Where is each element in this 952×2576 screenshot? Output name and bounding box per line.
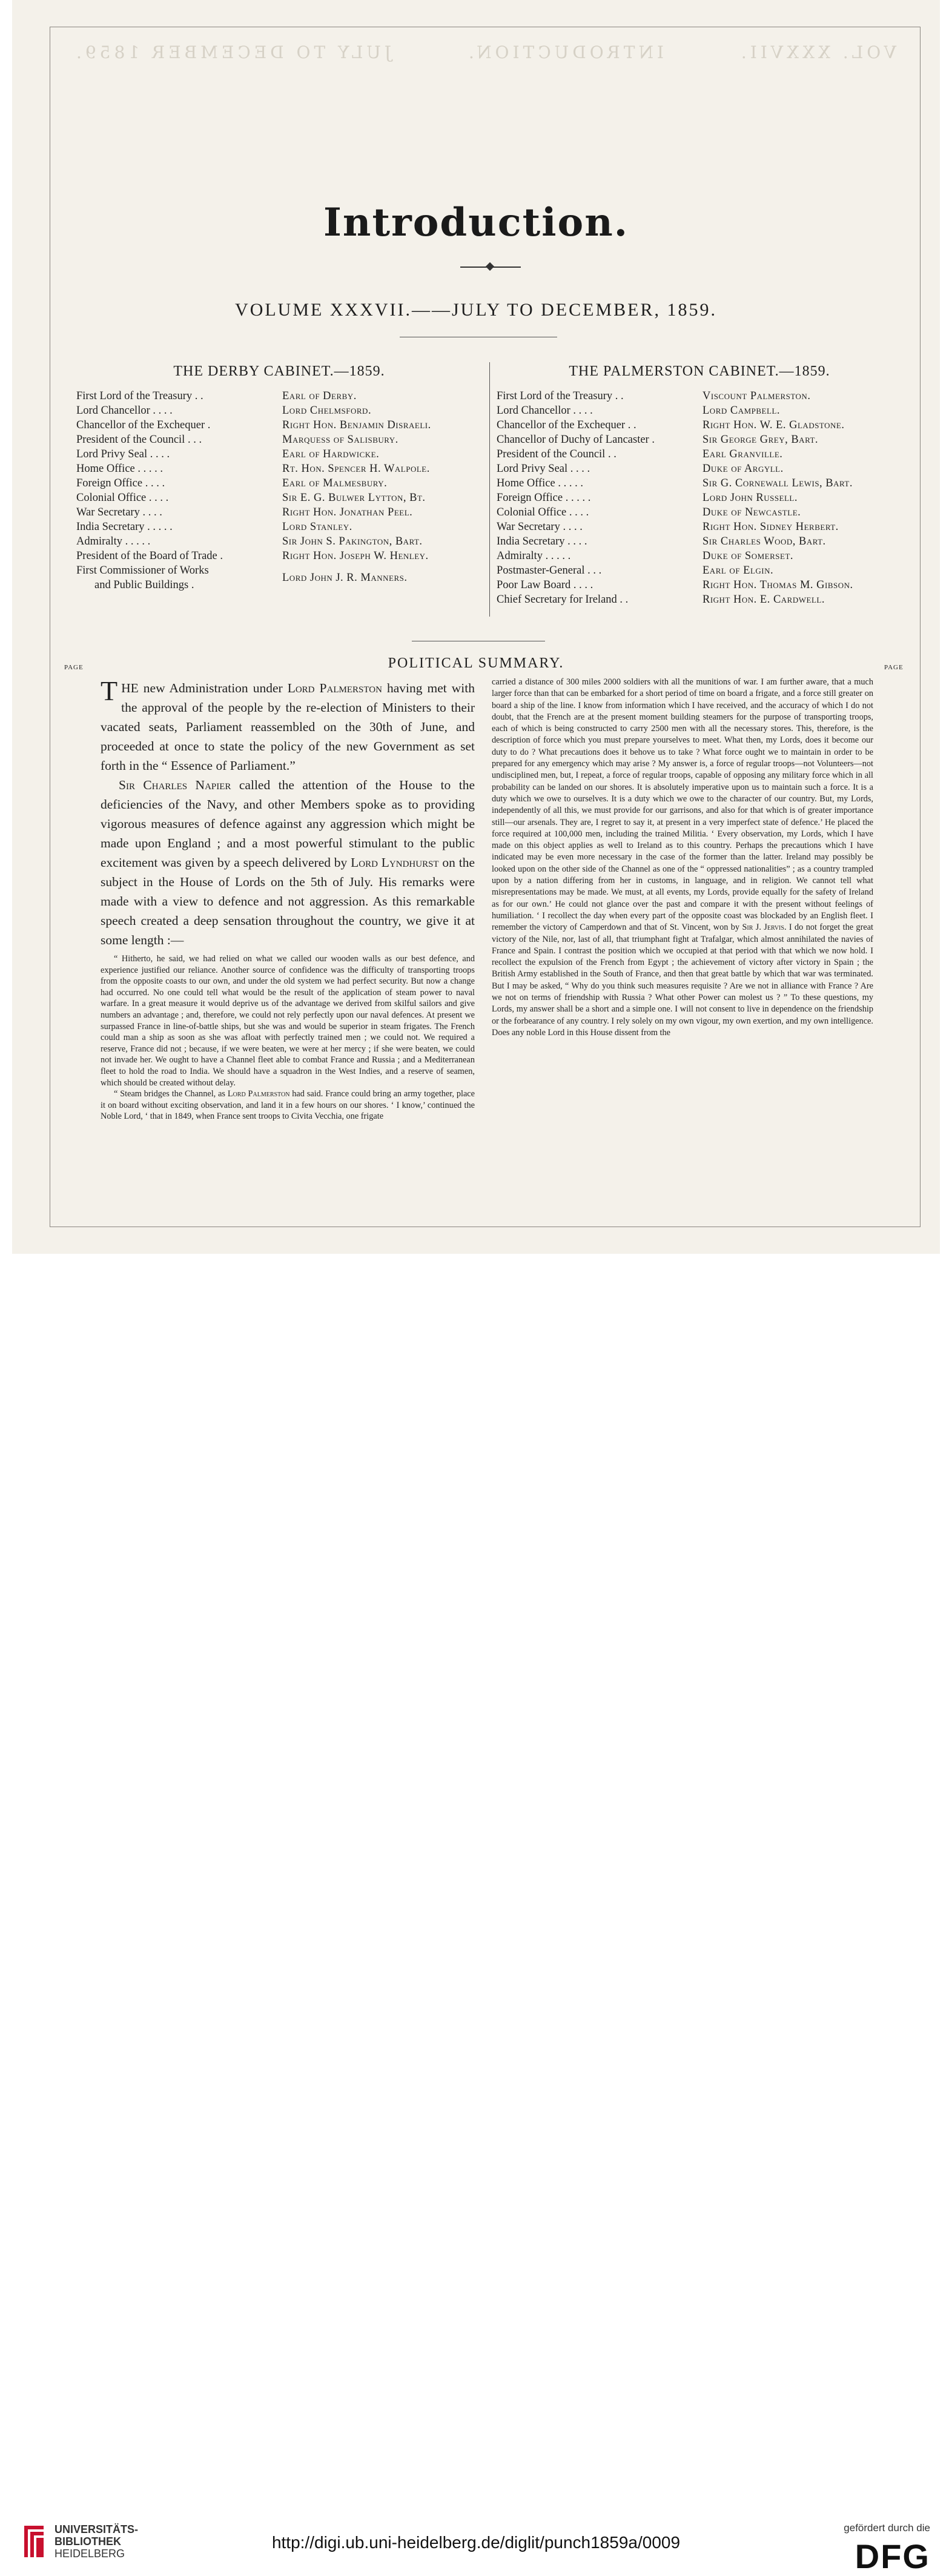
cabinet-row	[497, 491, 908, 505]
office-holder: Viscount Palmerston.	[702, 390, 811, 402]
cabinet-row	[76, 534, 488, 549]
funding-note: gefördert durch die	[844, 2522, 930, 2534]
speech-continuation: carried a distance of 300 miles 2000 soldiers with all the munitions of war. I am further aware, that a much larger force than that can be embarked for a short period of time on board a frigate, and a force still greater on board a ship of the line. I know from information which I have received, and the accuracy of which I do not doubt, that the French are at the present moment building steamers for the purpose of transporting troops, each of which is being constructed to carry 2500 men with all the necessary stores. This, therefore, is the description of force which you must prepare yourselves to meet. What then, my Lords, does it become our duty to do ? What precautions does it behove us to take ? What force ought we to maintain in order to be prepared for any emergency which may arise ? My answer is, a force of regular troops—not Volunteers—not undisciplined men, but, I repeat, a force of regular troops, capable of opposing any military force which in all probability can be landed on our shores. It is absolutely imperative upon us to maintain such a force. It is a duty which we owe to ourselves. It is a duty which we owe to the character of our country. But, my Lords, independently of all this, we must provide for our garrisons, and also for that which is of greater importance still—our arsenals. They are, I regret to say it, at present in a very imperfect state of defence.’ He placed the force required at 100,000 men, including the trained Militia. ‘ Every observation, my Lords, which I have made on this object applies as well to Ireland as to this country. Perhaps the precautions which I have indicated may be even more necessary in the case of the former than the latter. Ireland may possibly be looked upon on the other side of the Channel as one of the “ oppressed nationalities” ; as a country trampled upon by a nation differing from her in customs, in language, and in religion. We cannot tell what misrepresentations may be made. We must, at all events, my Lords, provide equally for the safety of Ireland as for our own.’ He could not glance over the past and compare it with the present without feelings of humiliation. ‘ I recollect the day when every part of the opposite coast was blockaded by an English fleet. I remember the victory of Camperdown and that of St. Vincent, won by Sir J. Jervis. I do not forget the great victory of the Nile, nor, last of all, that triumphant fight at Trafalgar, which almost annihilated the navies of France and Spain. I contrast the position which we occupied at that period with that which we now hold. I recollect the expulsion of the French from Egypt ; the achievement of victory after victory in Spain ; the British Army established in the South of France, and then that great battle by which that war was terminated. But I may be asked, “ Why do you think such measures requisite ? Are we not in alliance with France ? Are we not on terms of friendship with Russia ? What other Power can molest us ? ” To these questions, my Lords, my answer shall be a short and a simple one. I will not consent to live in dependence on the friendship or the forbearance of any country. I rely solely on my own vigour, my own exertion, and my own intelligence. Does any noble Lord in this House dissent from the	[492, 677, 874, 1038]
office-holder: Duke of Newcastle.	[702, 506, 801, 518]
office-title: First Lord of the Treasury . .	[497, 390, 624, 402]
cabinet-row	[497, 534, 908, 549]
office-title: Foreign Office . . . .	[76, 477, 165, 489]
office-holder: Lord John J. R. Manners.	[282, 572, 408, 584]
cabinet-row	[497, 592, 908, 607]
column-divider	[489, 362, 490, 617]
political-summary-heading: POLITICAL SUMMARY.	[388, 655, 564, 671]
office-holder: Lord Campbell.	[702, 405, 781, 417]
summary-right-column	[492, 677, 873, 1039]
library-name: UNIVERSITÄTS- BIBLIOTHEK HEIDELBERG	[55, 2523, 139, 2560]
office-holder: Right Hon. Sidney Herbert.	[702, 521, 839, 533]
office-title: Poor Law Board . . . .	[497, 579, 593, 591]
office-title: India Secretary . . . . .	[76, 521, 173, 533]
footer-bar	[0, 1254, 952, 2575]
cabinet-row	[76, 520, 488, 534]
office-title: Admiralty . . . . .	[76, 535, 151, 548]
office-title: War Secretary . . . .	[497, 521, 583, 533]
office-holder: Lord John Russell.	[702, 492, 798, 504]
permalink-url[interactable]: http://digi.ub.uni-heidelberg.de/diglit/punch1859a/0009	[271, 2533, 681, 2552]
office-title: First Commissioner of Works and Public Buildings .	[76, 565, 209, 591]
volume-line: VOLUME XXXVII.——JULY TO DECEMBER, 1859.	[235, 300, 717, 320]
office-title: First Lord of the Treasury . .	[76, 390, 203, 402]
cabinet-row	[497, 563, 908, 578]
cabinet-row	[76, 403, 488, 418]
cabinet-row	[76, 563, 488, 592]
office-holder: Earl Granville.	[702, 448, 783, 460]
office-holder: Duke of Argyll.	[702, 463, 784, 475]
office-title: President of the Council . . .	[76, 434, 202, 446]
office-title: President of the Council . .	[497, 448, 616, 460]
office-title: Admiralty . . . . .	[497, 550, 571, 562]
cabinet-row	[497, 476, 908, 491]
cabinet-row	[76, 476, 488, 491]
office-holder: Right Hon. Benjamin Disraeli.	[282, 419, 431, 431]
cabinet-row	[76, 418, 488, 432]
office-title: Lord Chancellor . . . .	[497, 405, 593, 417]
summary-paragraph: THE new Administration under Lord Palmerston having met with the approval of the people by the re-election of Ministers to their vacated seats, Parliament reassembled on the 30th of June, and proceeded at once to state the policy of the new Government as set forth in the “ Essence of Parliament.”	[101, 675, 475, 773]
speech-quote: “ Hitherto, he said, we had relied on what we called our wooden walls as our best defence, and experience justified our reliance. Another source of confidence was the difficulty of transporting troops from the opposite coasts to our own, and under the old system we had perfect security. But now a change had occurred. No one could tell what would be the result of the application of steam power to naval warfare. In a great measure it would deprive us of the advantage we derived from skilful sailors and give numbers an advantage ; and, therefore, we could not rely perfectly upon our naval defences. At present we surpassed France in line-of-battle ships, but she was and would be superior in steam frigates. The French could man a ship as soon as she was afloat with perfectly trained men ; we could not. We required a reserve, France did not ; because, if we were beaten, we were at her mercy ; if she were beaten, we could not invade her. We ought to have a Channel fleet able to combat France and Russia ; and a Mediterranean fleet to hold the road to India. We should have a squadron in the West Indies, and a reserve of seamen, which should be created without delay.	[101, 954, 475, 1088]
speech-quote: “ Steam bridges the Channel, as Lord Palmerston had said. France could bring an army together, place it on board without exciting observation, and land it in a few hours on our shores. ‘ I know,’ continued the Noble Lord, ‘ that in 1849, when France sent troops to Civita Vecchia, one frigate	[101, 1089, 475, 1122]
office-title: Lord Privy Seal . . . .	[76, 448, 170, 460]
cabinet-row	[76, 432, 488, 447]
derby-cabinet-list	[76, 389, 488, 592]
office-holder: Sir John S. Pakington, Bart.	[282, 535, 423, 548]
office-holder: Right Hon. Jonathan Peel.	[282, 506, 413, 518]
bleed-through-text: VOL. XXXVII. INTRODUCTION. JULY TO DECEMBER 1859.	[73, 42, 896, 62]
dfg-logo: DFG	[854, 2537, 930, 2575]
derby-cabinet-heading: THE DERBY CABINET.—1859.	[173, 363, 385, 379]
cabinet-row	[497, 462, 908, 476]
office-holder: Earl of Elgin.	[702, 565, 774, 577]
cabinet-row	[497, 520, 908, 534]
office-title: Lord Privy Seal . . . .	[497, 463, 590, 475]
cabinet-row	[497, 389, 908, 403]
cabinet-row	[76, 549, 488, 563]
office-holder: Earl of Derby.	[282, 390, 357, 402]
office-holder: Lord Stanley.	[282, 521, 352, 533]
palmerston-cabinet-heading: THE PALMERSTON CABINET.—1859.	[569, 363, 830, 379]
office-holder: Earl of Malmesbury.	[282, 477, 388, 489]
office-holder: Earl of Hardwicke.	[282, 448, 380, 460]
cabinet-row	[497, 447, 908, 462]
cabinet-row	[497, 432, 908, 447]
page-label-right: PAGE	[884, 664, 904, 671]
cabinet-row	[76, 447, 488, 462]
office-holder: Sir E. G. Bulwer Lytton, Bt.	[282, 492, 426, 504]
office-title: Chancellor of Duchy of Lancaster .	[497, 434, 655, 446]
office-title: Foreign Office . . . . .	[497, 492, 591, 504]
office-title: War Secretary . . . .	[76, 506, 162, 518]
office-title: Chancellor of the Exchequer .	[76, 419, 211, 431]
cabinet-row	[497, 403, 908, 418]
office-holder: Sir G. Cornewall Lewis, Bart.	[702, 477, 853, 489]
title-ornament	[460, 267, 521, 268]
office-holder: Marquess of Salisbury.	[282, 434, 398, 446]
office-title: Lord Chancellor . . . .	[76, 405, 173, 417]
office-holder: Right Hon. W. E. Gladstone.	[702, 419, 845, 431]
office-holder: Rt. Hon. Spencer H. Walpole.	[282, 463, 430, 475]
office-title: Chief Secretary for Ireland . .	[497, 594, 629, 606]
office-title: President of the Board of Trade .	[76, 550, 223, 562]
cabinet-row	[497, 418, 908, 432]
page-title: Introduction.	[323, 200, 629, 245]
office-holder: Sir George Grey, Bart.	[702, 434, 819, 446]
office-holder: Lord Chelmsford.	[282, 405, 372, 417]
cabinet-row	[497, 549, 908, 563]
office-title: Colonial Office . . . .	[76, 492, 169, 504]
palmerston-cabinet-list	[497, 389, 908, 607]
cabinet-row	[76, 389, 488, 403]
office-holder: Right Hon. Thomas M. Gibson.	[702, 579, 853, 591]
office-title: Chancellor of the Exchequer . .	[497, 419, 636, 431]
office-holder: Right Hon. E. Cardwell.	[702, 594, 825, 606]
office-title: Home Office . . . . .	[76, 463, 163, 475]
office-title: Postmaster-General . . .	[497, 565, 602, 577]
office-holder: Duke of Somerset.	[702, 550, 794, 562]
office-holder: Right Hon. Joseph W. Henley.	[282, 550, 429, 562]
cabinet-row	[497, 578, 908, 592]
office-title: Home Office . . . . .	[497, 477, 583, 489]
cabinet-row	[497, 505, 908, 520]
office-title: Colonial Office . . . .	[497, 506, 589, 518]
page-label-left: PAGE	[64, 664, 84, 671]
cabinet-row	[76, 491, 488, 505]
cabinet-row	[76, 462, 488, 476]
cabinet-row	[76, 505, 488, 520]
office-holder: Sir Charles Wood, Bart.	[702, 535, 826, 548]
office-title: India Secretary . . . .	[497, 535, 587, 548]
summary-left-column	[101, 675, 475, 1122]
scanned-page	[12, 0, 940, 1254]
summary-paragraph: Sir Charles Napier called the attention of the House to the deficiencies of the Navy, and other Members spoke as to providing vigorous measures of defence against any aggression which might be made upon England ; and a most powerful stimulant to the public excitement was given by a speech delivered by Lord Lyndhurst on the subject in the House of Lords on the 5th of July. His remarks were made with a view to defence and not aggression. As this remarkable speech created a deep sensation throughout the country, we give it at some length :—	[101, 778, 475, 947]
